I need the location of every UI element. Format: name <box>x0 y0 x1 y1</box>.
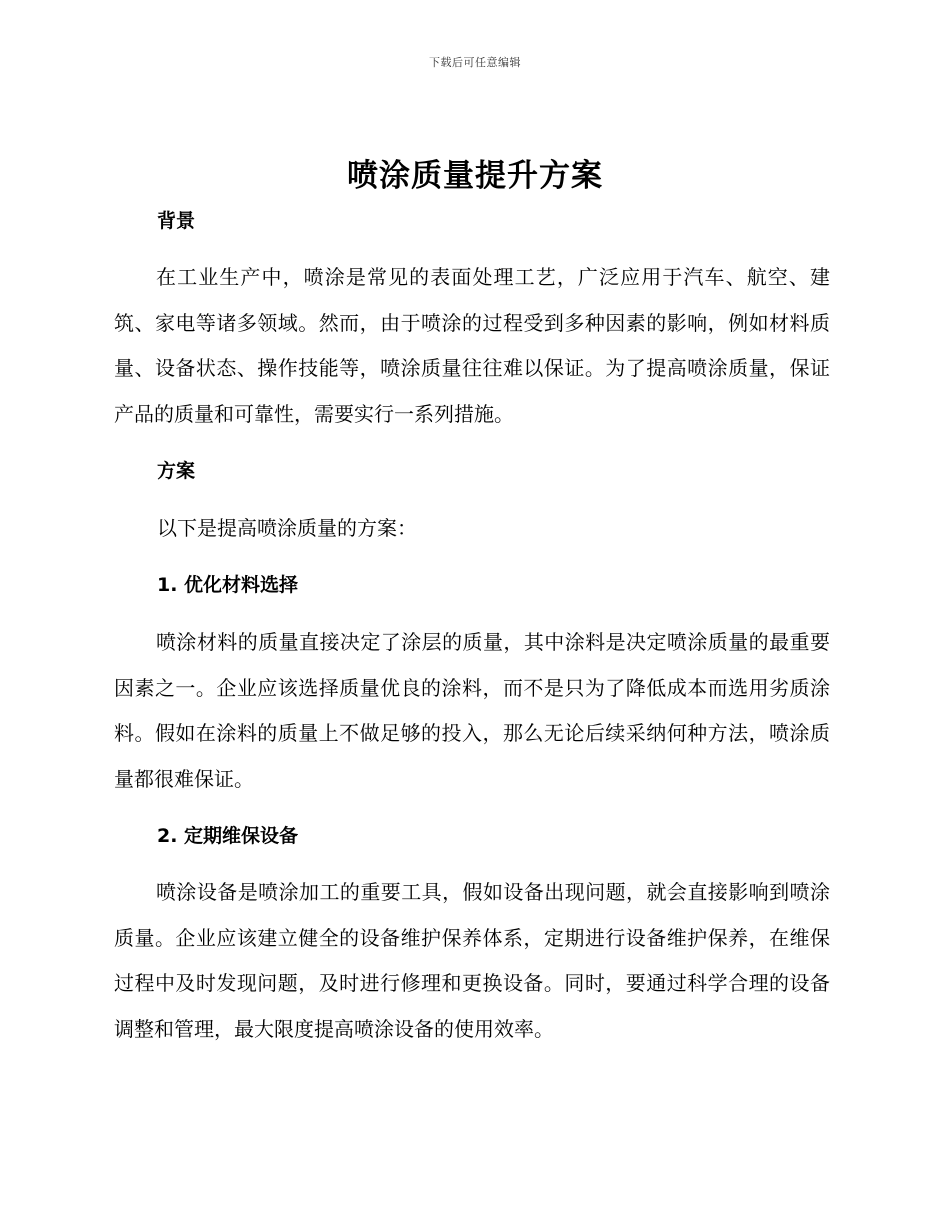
paragraph-material-selection: 喷涂材料的质量直接决定了涂层的质量，其中涂料是决定喷涂质量的最重要因素之一。企业应该选择质量优良的涂料，而不是只为了降低成本而选用劣质涂料。假如在涂料的质量上不做足够的投入，那么无论后续采纳何种方法，喷涂质量都很难保证。 <box>114 630 830 792</box>
page-header-note: 下载后可任意编辑 <box>429 56 521 69</box>
plan-intro-text: 以下是提高喷涂质量的方案： <box>157 516 417 540</box>
section-heading-equipment-maintenance: 2. 定期维保设备 <box>157 825 299 847</box>
document-title: 喷涂质量提升方案 <box>347 158 603 194</box>
section-heading-background: 背景 <box>157 210 196 232</box>
paragraph-equipment-maintenance: 喷涂设备是喷涂加工的重要工具，假如设备出现问题，就会直接影响到喷涂质量。企业应该建立健全的设备维护保养体系，定期进行设备维护保养，在维保过程中及时发现问题，及时进行修理和更换设备。同时，要通过科学合理的设备调整和管理，最大限度提高喷涂设备的使用效率。 <box>114 880 830 1042</box>
section-heading-plan: 方案 <box>157 460 196 482</box>
paragraph-background: 在工业生产中，喷涂是常见的表面处理工艺，广泛应用于汽车、航空、建筑、家电等诸多领域。然而，由于喷涂的过程受到多种因素的影响，例如材料质量、设备状态、操作技能等，喷涂质量往往难以保证。为了提高喷涂质量，保证产品的质量和可靠性，需要实行一系列措施。 <box>114 265 830 427</box>
section-heading-material-selection: 1. 优化材料选择 <box>157 574 299 596</box>
